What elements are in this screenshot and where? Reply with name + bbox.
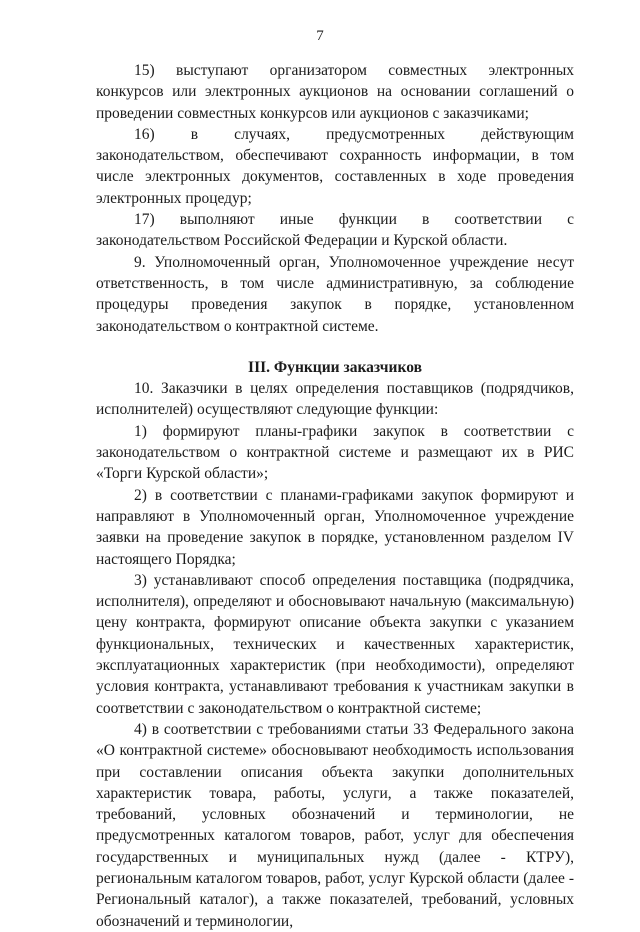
paragraph-item-15: 15) выступают организатором совместных электронных конкурсов или электронных аукционов на основании соглашений о проведении совместных конкурсов или аукционов с заказчиками; [96, 62, 574, 122]
document-body [96, 60, 574, 932]
paragraph-subitem-1: 1) формируют планы-графики закупок в соответствии с законодательством о контрактной системе и размещают их в РИС «Торги Курской области»; [96, 422, 574, 483]
section-heading: III. Функции заказчиков [248, 358, 422, 376]
paragraph-item-17: 17) выполняют иные функции в соответствии с законодательством Российской Федерации и Курской области. [96, 211, 574, 250]
paragraph-clause-10: 10. Заказчики в целях определения поставщиков (подрядчиков, исполнителей) осуществляют следующие функции: [96, 380, 574, 419]
page-number: 7 [316, 28, 324, 44]
paragraph-clause-9: 9. Уполномоченный орган, Уполномоченное учреждение несут ответственность, в том числе административную, за соблюдение процедуры проведения закупок в порядке, установленном законодательством о контрактной системе. [96, 253, 574, 335]
paragraph-item-16: 16) в случаях, предусмотренных действующим законодательством, обеспечивают сохранность информации, в том числе электронных документов, составленных в ходе проведения электронных процедур; [96, 125, 574, 207]
paragraph-subitem-4: 4) в соответствии с требованиями статьи 33 Федерального закона «О контрактной системе» обосновывают необходимость использования при составлении описания объекта закупки дополнительных характеристик товара, работы, услуги, а также показателей, требований, условных обозначений и терминологии, не предусмотренных каталогом товаров, работ, услуг для обеспечения государственных и муниципальных нужд (далее - КТРУ), региональным каталогом товаров, работ, услуг Курской области (далее - Региональный каталог), а также показателей, требований, условных обозначений и терминологии, [96, 720, 574, 930]
paragraph-subitem-3: 3) устанавливают способ определения поставщика (подрядчика, исполнителя), определяют и обосновывают начальную (максимальную) цену контракта, формируют описание объекта закупки с указанием функциональных, технических и качественных характеристик, эксплуатационных характеристик (при необходимости), определяют условия контракта, устанавливают требования к участникам закупки в соответствии с законодательством о контрактной системе; [96, 571, 574, 717]
paragraph-subitem-2: 2) в соответствии с планами-графиками закупок формируют и направляют в Уполномоченный орган, Уполномоченное учреждение заявки на проведение закупок в порядке, установленном разделом IV настоящего Порядка; [96, 486, 574, 568]
